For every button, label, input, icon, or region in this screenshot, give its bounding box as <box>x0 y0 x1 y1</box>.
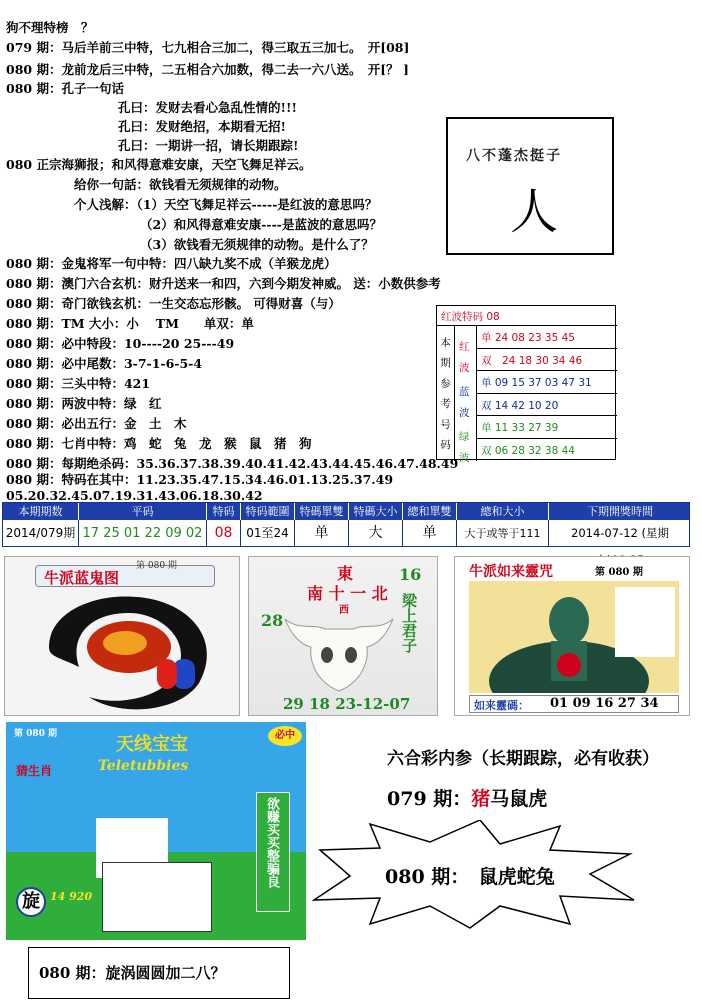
panel4-badge: 必中 <box>268 726 302 746</box>
rotate-badge: 旋 <box>16 887 46 917</box>
compass-east: 東 <box>337 564 354 583</box>
confucius-1: 孔曰：发财去看心急乱性情的!!! <box>118 100 297 115</box>
wave-row: 双 24 18 30 34 46 <box>477 349 617 372</box>
number-28: 28 <box>261 611 284 630</box>
wave-row: 单 11 33 27 39 <box>477 416 617 439</box>
line-080-zodiac: 080 期： 鼠虎蛇兔 <box>385 866 555 888</box>
line-079-zodiac <box>387 784 547 811</box>
line-080-confucius: 080 期：孔子一句话 <box>6 81 124 96</box>
panel4-vertical-text: 欲赚买买整骗良 <box>256 792 290 912</box>
wave-row: 单 09 15 37 03 47 31 <box>477 371 617 394</box>
mid-8: 080 期：两波中特：绿 红 <box>6 396 162 411</box>
results-header: 總和單雙 <box>403 503 457 520</box>
zheng-1: 080 正宗海狮报；和风得意难安康，天空飞舞足祥云。 <box>6 157 312 172</box>
bottom-riddle-box <box>28 947 290 999</box>
swirl-graphic <box>29 587 229 715</box>
vlabel-char: 考 <box>440 398 451 411</box>
page-title: 狗不理特榜 ？ <box>6 20 94 35</box>
wave-row: 双 06 28 32 38 44 <box>481 444 575 457</box>
buddha-panel <box>454 556 690 716</box>
wave-vertical-label <box>437 326 455 461</box>
mid-3: 080 期：奇门欲钱玄机：一生交态忘形骸。 可得财喜（与） <box>6 296 341 311</box>
mid-2: 080 期：澳门六合玄机：财升送来一和四，六到今期发神威。 送：小数供参考 <box>6 276 441 291</box>
line-079-riddle: 079 期：马后羊前三中特，七九相合三加二，得三取五三加七。 开[08] <box>6 40 410 55</box>
panel3-side-box <box>615 587 675 657</box>
panel4-list-box <box>102 862 212 932</box>
panel3-issue: 第 080 期 <box>595 567 643 578</box>
line-079-highlight: 猪 <box>471 788 491 810</box>
bull-skull-panel <box>248 556 438 716</box>
panel3-title: 牛派如来靈咒 <box>469 564 553 580</box>
zheng-4: （2）和风得意难安康----是蓝波的意思吗？ <box>140 217 382 232</box>
compass-row: 南 十 一 北 <box>307 584 388 603</box>
results-sum-size: 大于或等于111 <box>457 520 549 547</box>
callout-title: 八不蓬杰挺子 <box>466 148 562 164</box>
vlabel-char: 号 <box>440 418 451 431</box>
panel4-left-label: 猜生肖 <box>16 764 53 778</box>
mid-6: 080 期：必中尾数：3-7-1-6-5-4 <box>6 356 203 371</box>
results-sum-odd-even: 单 <box>403 520 457 547</box>
mid-11: 080 期：每期绝杀码：35.36.37.38.39.40.41.42.43.44.45.46.47.48.49 <box>6 456 459 471</box>
mid-5: 080 期：必中特段：10----20 25---49 <box>6 336 235 351</box>
results-header: 特碼大小 <box>349 503 403 520</box>
wave-table-header: 红波特码 08 <box>437 306 617 326</box>
wave-row: 单 24 08 23 35 45 <box>477 326 617 349</box>
panel1-title: 牛派蓝鬼图 <box>44 569 120 587</box>
results-next-draw-time: 2014-07-12 (星期 <box>571 526 669 540</box>
line-079-prefix: 079 期： <box>387 788 472 810</box>
zheng-2: 给你一句話：欲钱看无须规律的动物。 <box>74 177 287 192</box>
color-char: 波 <box>459 452 470 464</box>
vlabel-char: 参 <box>440 377 451 390</box>
results-header: 特码 <box>207 503 241 520</box>
skull-graphic <box>279 605 399 695</box>
results-special-number: 08 <box>207 520 241 547</box>
results-header: 特码範圍 <box>241 503 295 520</box>
zheng-3: 个人浅解：（1）天空飞舞足祥云-----是红波的意思吗？ <box>74 197 378 212</box>
results-header: 特碼單雙 <box>295 503 349 520</box>
mid-4: 080 期：TM 大小：小 TM 单双：单 <box>6 316 254 331</box>
panel3-bottom-label: 如来靈碼： <box>474 699 529 712</box>
results-big-small: 大 <box>349 520 403 547</box>
line-080-riddle: 080 期：龙前龙后三中特，二五相合六加数，得二去一六八送。 开[？ ] <box>6 62 409 77</box>
vlabel-char: 码 <box>440 439 451 452</box>
color-char: 红 <box>459 341 470 353</box>
number-16: 16 <box>399 565 422 584</box>
results-header: 平码 <box>79 503 207 520</box>
vertical-text: 梁上君子 <box>400 593 418 653</box>
mid-9: 080 期：必出五行：金 土 木 <box>6 416 187 431</box>
mid-1: 080 期：金鬼将军一句中特：四八缺九奖不成（羊猴龙虎） <box>6 256 337 271</box>
teletubbies-panel <box>6 722 306 940</box>
mid-10: 080 期：七肖中特：鸡 蛇 兔 龙 猴 鼠 猪 狗 <box>6 436 312 451</box>
results-odd-even: 单 <box>295 520 349 547</box>
panel4-brand: Teletubbies <box>98 758 189 774</box>
insider-heading: 六合彩内参（长期跟踪，必有收获） <box>387 749 659 769</box>
panel4-nums: 14 920 <box>50 890 93 903</box>
results-range: 01至24 <box>241 520 295 547</box>
vlabel-char: 本 <box>440 336 451 349</box>
color-char: 蓝 <box>459 386 470 398</box>
bottom-riddle-text: 080 期：旋涡圆圆加二八？ <box>39 964 226 982</box>
wave-color-column <box>455 326 477 464</box>
panel3-bottom-numbers: 01 09 16 27 34 <box>550 696 659 711</box>
blue-ghost-panel <box>4 556 240 716</box>
mid-12: 080 期：特码在其中：11.23.35.47.15.34.46.01.13.25.37.49 <box>6 472 394 487</box>
results-header: 本期期数 <box>3 503 79 520</box>
color-char: 波 <box>459 407 470 419</box>
mid-7: 080 期：三头中特：421 <box>6 376 151 391</box>
results-header: 下期開獎時間 <box>587 505 653 518</box>
confucius-3: 孔曰：一期讲一招，请长期跟踪! <box>118 138 299 153</box>
panel4-title: 天线宝宝 <box>116 734 188 755</box>
wave-table <box>436 305 616 464</box>
zheng-5: （3）欲钱看无须规律的动物。是什么了？ <box>140 237 374 252</box>
color-char: 绿 <box>459 431 470 443</box>
side-strip <box>5 557 19 715</box>
panel3-bottom-bar <box>469 695 679 713</box>
results-issue: 2014/079期 <box>3 520 79 547</box>
color-char: 波 <box>459 362 470 374</box>
mid-13: 05.20.32.45.07.19.31.43.06.18.30.42 <box>6 488 263 503</box>
vlabel-char: 期 <box>440 357 451 370</box>
line-079-rest: 马鼠虎 <box>490 788 548 810</box>
riddle-callout <box>446 117 614 255</box>
results-normal-numbers: 17 25 01 22 09 02 <box>79 520 207 547</box>
wave-row: 双 14 42 10 20 <box>477 394 617 417</box>
panel4-issue: 第 080 期 <box>14 729 58 739</box>
compass-west: 西 <box>339 605 349 616</box>
panel2-numbers: 29 18 23-12-07 <box>283 695 411 713</box>
callout-character: 人 <box>510 184 559 240</box>
panel1-issue: 第 080 期 <box>136 561 177 571</box>
panel1-title-bar <box>35 561 215 587</box>
results-bar <box>2 502 690 547</box>
confucius-2: 孔曰：发财绝招，本期看无招! <box>118 119 286 134</box>
results-header: 總和大小 <box>457 503 549 520</box>
